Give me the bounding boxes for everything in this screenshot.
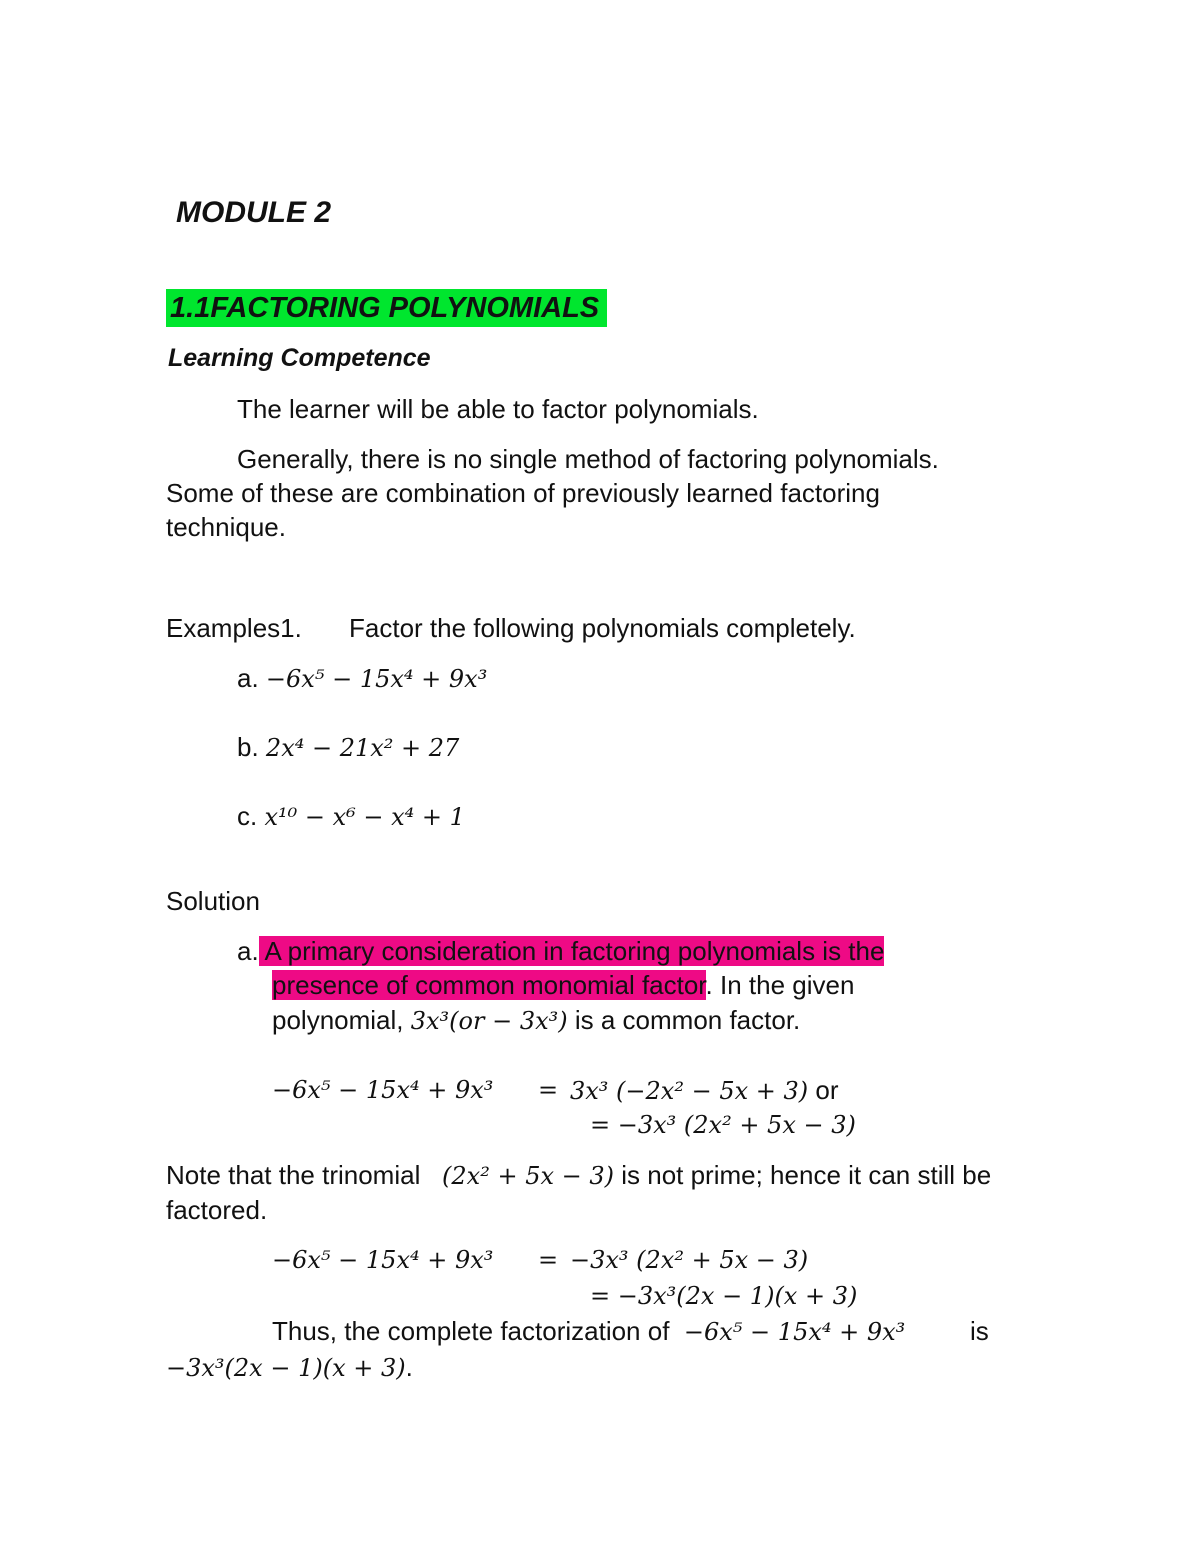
solution-text: . In the given <box>705 970 855 1000</box>
math-expression: 3x³ (−2x² − 5x + 3) <box>570 1077 809 1105</box>
examples-label: Examples1. <box>166 613 302 643</box>
math-expression: −3x³(2x − 1)(x + 3) <box>166 1354 406 1382</box>
example-expression: x¹⁰ − x⁶ − x⁴ + 1 <box>264 803 465 831</box>
solution-text: Thus, the complete factorization of <box>272 1316 670 1346</box>
math-expression: −6x⁵ − 15x⁴ + 9x³ <box>683 1318 906 1346</box>
example-expression: 2x⁴ − 21x² + 27 <box>265 734 460 762</box>
examples-instruction: Factor the following polynomials completely. <box>349 613 856 643</box>
example-item <box>237 661 487 696</box>
section-title: 1.1FACTORING POLYNOMIALS <box>166 289 607 327</box>
example-label: b. <box>237 732 259 762</box>
math-expression: 3x³(or − 3x³) <box>410 1007 568 1035</box>
conclusion-line-1 <box>272 1314 905 1349</box>
highlighted-text: presence of common monomial factor <box>272 970 706 1000</box>
intro-line-3: technique. <box>166 512 286 542</box>
intro-line-2: Some of these are combination of previously learned factoring <box>166 478 880 508</box>
equation-sign: = <box>538 1246 559 1274</box>
equation-rhs-2: = −3x³(2x − 1)(x + 3) <box>590 1282 858 1310</box>
example-label: c. <box>237 801 258 831</box>
solution-text: or <box>815 1075 839 1105</box>
solution-a-line-1 <box>237 934 884 968</box>
example-item <box>237 799 465 834</box>
example-item <box>237 730 459 765</box>
solution-text: is a common factor. <box>574 1005 801 1035</box>
solution-text: polynomial, <box>272 1005 404 1035</box>
equation-rhs <box>570 1073 838 1108</box>
example-label: a. <box>237 663 259 693</box>
conclusion-line-2 <box>166 1350 413 1385</box>
objective-text: The learner will be able to factor polynomials. <box>237 394 759 424</box>
solution-label: Solution <box>166 886 260 916</box>
equation-lhs: −6x⁵ − 15x⁴ + 9x³ <box>272 1246 494 1274</box>
module-title: MODULE 2 <box>176 196 332 229</box>
solution-text: is not prime; hence it can still be <box>621 1160 992 1190</box>
conclusion-is: is <box>970 1316 989 1346</box>
equation-rhs: −3x³ (2x² + 5x − 3) <box>570 1246 809 1274</box>
equation-rhs-2: = −3x³ (2x² + 5x − 3) <box>590 1111 856 1139</box>
math-expression: (2x² + 5x − 3) <box>442 1162 614 1190</box>
equation-sign: = <box>538 1076 559 1104</box>
competence-heading: Learning Competence <box>168 344 431 372</box>
solution-text: Note that the trinomial <box>166 1160 421 1190</box>
highlighted-text: A primary consideration in factoring polynomials is the <box>259 936 885 966</box>
solution-a-line-2 <box>272 968 854 1002</box>
solution-a-line-3 <box>272 1003 800 1038</box>
note-line-1 <box>166 1158 991 1193</box>
solution-a-label: a. <box>237 936 259 966</box>
example-expression: −6x⁵ − 15x⁴ + 9x³ <box>265 665 488 693</box>
note-line-2: factored. <box>166 1195 268 1225</box>
intro-line-1: Generally, there is no single method of factoring polynomials. <box>237 444 939 474</box>
solution-text: . <box>405 1352 413 1382</box>
equation-lhs: −6x⁵ − 15x⁴ + 9x³ <box>272 1076 494 1104</box>
